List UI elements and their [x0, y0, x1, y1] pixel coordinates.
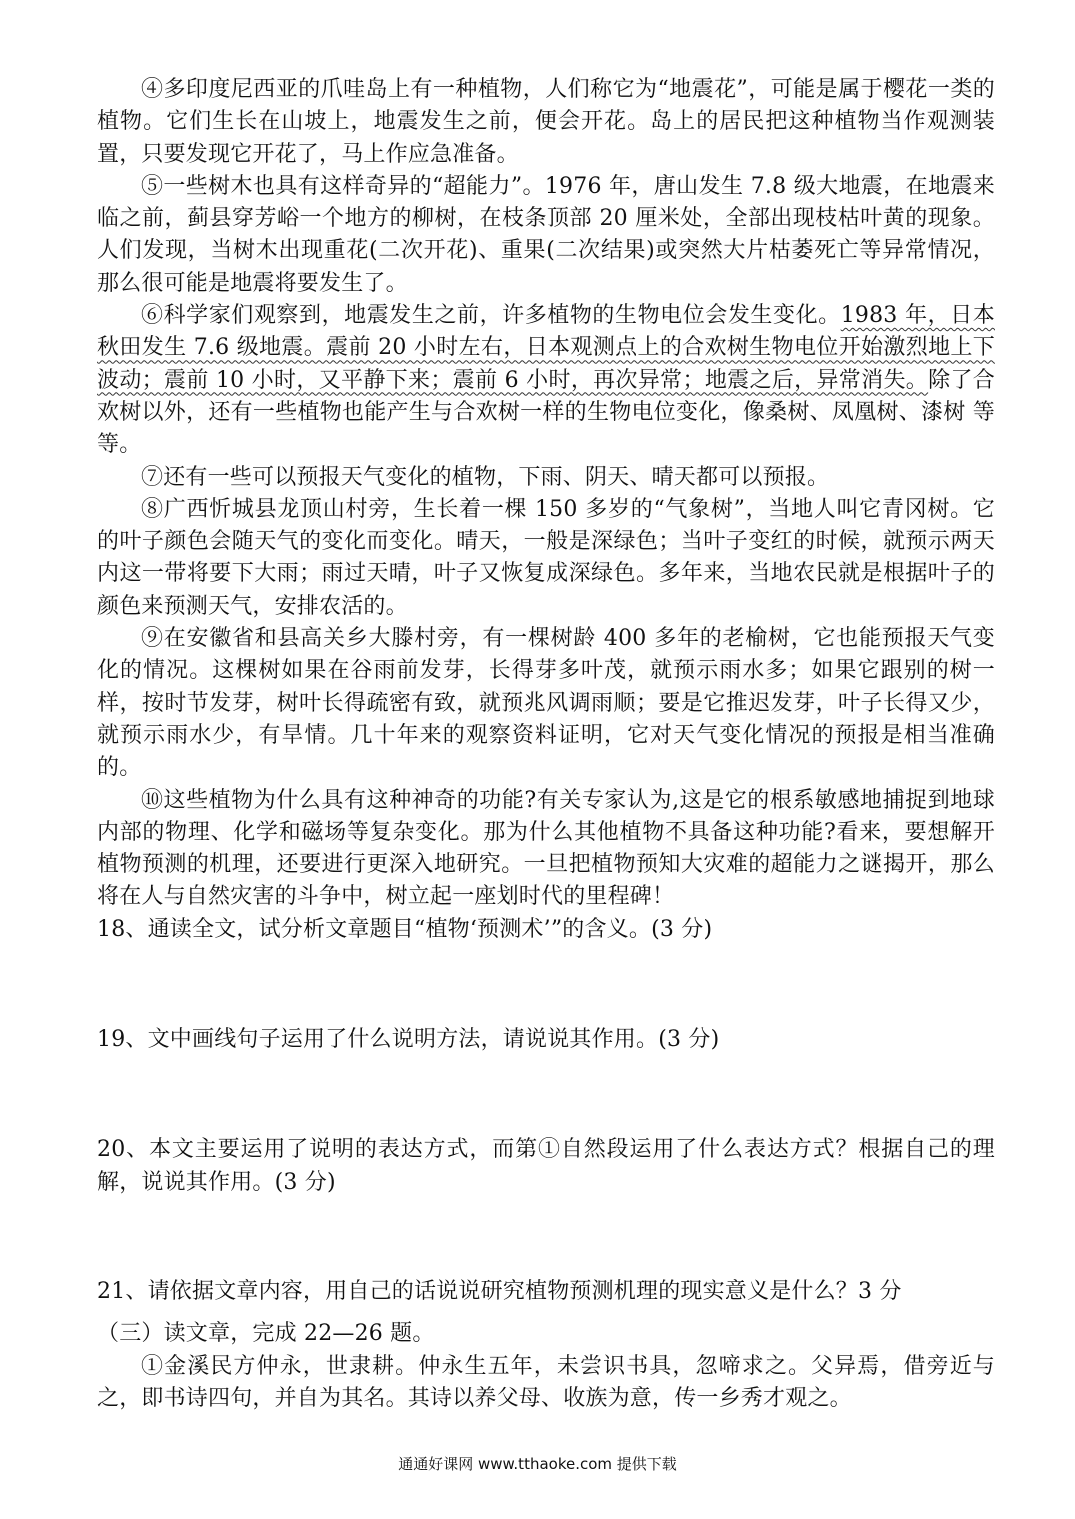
paragraph-5: ⑤一些树木也具有这样奇异的“超能力”。1976 年，唐山发生 7.8 级大地震，在地震来临之前，蓟县穿芳峪一个地方的柳树，在枝条顶部 20 厘米处，全部出现枝枯叶黄的现象。人们发现，当树木出现重花(二次开花)、重果(二次结果)或突然大片枯萎死亡等异常情况，那么很可能是地震将要发生了。 — [97, 173, 995, 296]
section-3-paragraph-1: ①金溪民方仲永，世隶耕。仲永生五年，未尝识书具，忽啼求之。父异焉，借旁近与之，即书诗四句，并自为其名。其诗以养父母、收族为意，传一乡秀才观之。 — [97, 1353, 995, 1411]
paragraph-4: ④多印度尼西亚的爪哇岛上有一种植物，人们称它为“地震花”，可能是属于樱花一类的植物。它们生长在山坡上，地震发生之前，便会开花。岛上的居民把这种植物当作观测装置，只要发现它开花了，马上作应急准备。 — [97, 77, 995, 167]
answer-space-18 — [97, 946, 995, 1024]
question-19: 19、文中画线句子运用了什么说明方法，请说说其作用。(3 分) — [97, 1027, 720, 1053]
answer-space-20 — [97, 1199, 995, 1276]
underlined-sentence: 1983 年，日本秋田发生 7.6 级地震。震前 20 小时左右，日本观测点上的合欢树生物电位开始激烈地上下波动；震前 10 小时，又平静下来；震前 6 小时，再次异常；地震之后，异常消失。 — [97, 303, 995, 393]
answer-space-21 — [97, 1308, 995, 1318]
question-20: 20、本文主要运用了说明的表达方式，而第①自然段运用了什么表达方式？根据自己的理解，说说其作用。(3 分) — [97, 1137, 995, 1195]
page-footer: 通通好课网 www.tthaoke.com 提供下载 — [398, 1455, 677, 1473]
paragraph-8: ⑧广西忻城县龙顶山村旁，生长着一棵 150 多岁的“气象树”，当地人叫它青冈树。它的叶子颜色会随天气的变化而变化。晴天，一般是深绿色；当叶子变红的时候，就预示两天内这一带将要下大雨；雨过天晴，叶子又恢复成深绿色。多年来，当地农民就是根据叶子的颜色来预测天气，安排农活的。 — [97, 496, 995, 619]
paragraph-6-intro: ⑥科学家们观察到，地震发生之前，许多植物的生物电位会发生变化。 — [141, 303, 841, 329]
paragraph-7: ⑦还有一些可以预报天气变化的植物，下雨、阴天、晴天都可以预报。 — [141, 464, 830, 490]
paragraph-10: ⑩这些植物为什么具有这种神奇的功能?有关专家认为,这是它的根系敏感地捕捉到地球内部的物理、化学和磁场等复杂变化。那为什么其他植物不具备这种功能?看来，要想解开植物预测的机理，还要进行更深入地研究。一旦把植物预知大灾难的超能力之谜揭开，那么将在人与自然灾害的斗争中，树立起一座划时代的里程碑！ — [97, 787, 995, 910]
document-body — [97, 74, 995, 1415]
paragraph-9: ⑨在安徽省和县高关乡大滕村旁，有一棵树龄 400 多年的老榆树，它也能预报天气变化的情况。这棵树如果在谷雨前发芽，长得芽多叶茂，就预示雨水多；如果它跟别的树一样，按时节发芽，树叶长得疏密有致，就预兆风调雨顺；要是它推迟发芽，叶子长得又少，就预示雨水少，有旱情。几十年来的观察资料证明，它对天气变化情况的预报是相当准确的。 — [97, 626, 995, 781]
paragraph-6-end: 除了合欢树以外，还有一些植物也能产生与合欢树一样的生物电位变化，像桑树、凤凰树、漆树 等等。 — [97, 367, 995, 458]
section-3-heading: （三）读文章，完成 22—26 题。 — [97, 1321, 435, 1347]
question-21: 21、请依据文章内容，用自己的话说说研究植物预测机理的现实意义是什么？3 分 — [97, 1278, 902, 1304]
paragraph-6 — [97, 300, 995, 461]
answer-space-19 — [97, 1056, 995, 1134]
question-18: 18、通读全文，试分析文章题目“植物‘预测术’”的含义。(3 分) — [97, 916, 713, 942]
